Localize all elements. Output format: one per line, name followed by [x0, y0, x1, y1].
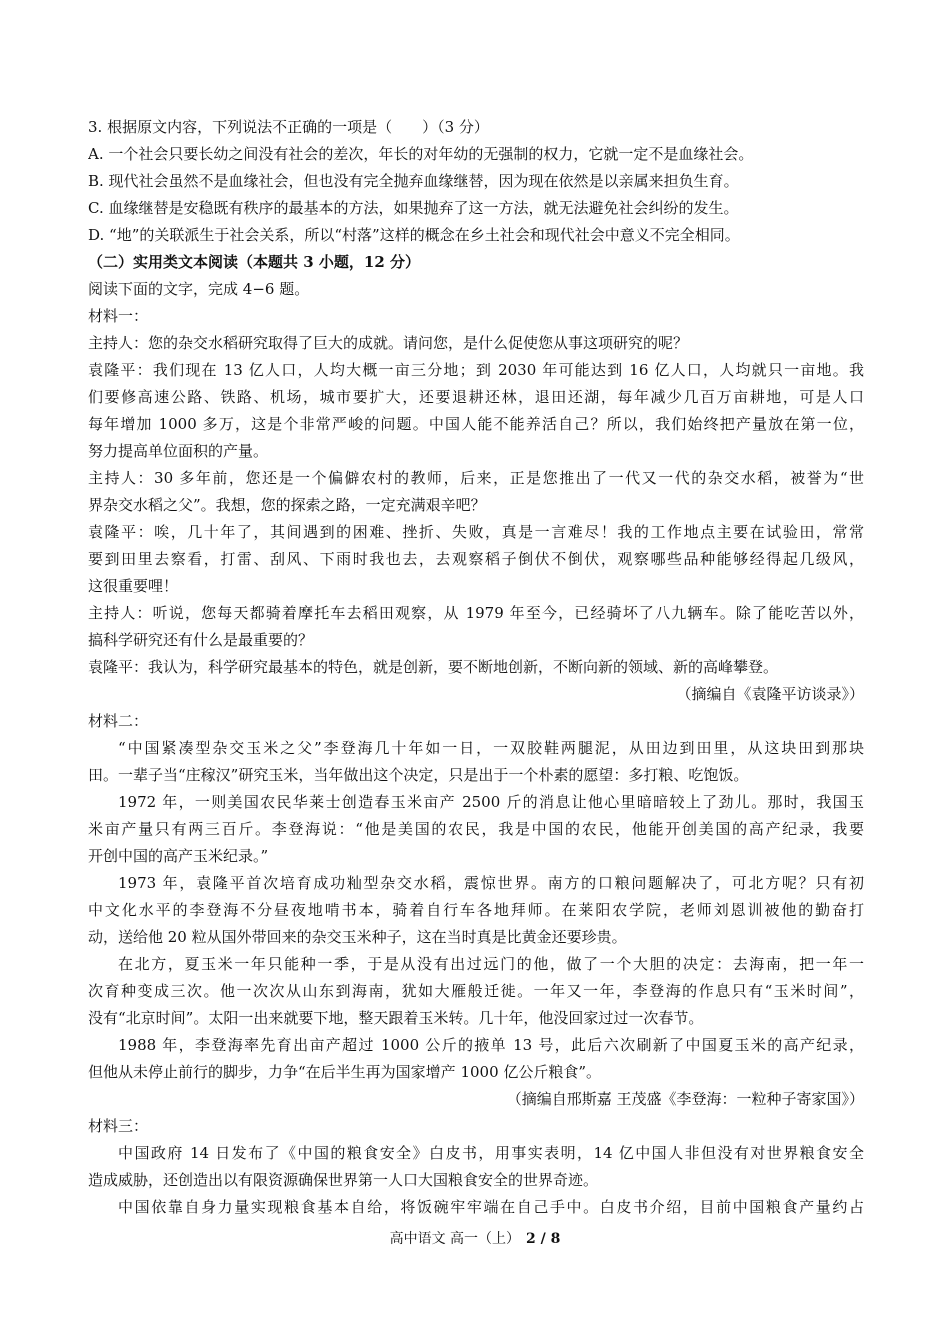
- material-1-line: 袁隆平：我们现在 13 亿人口，人均大概一亩三分地；到 2030 年可能达到 16 亿人口，人均就只一亩地。我: [88, 361, 864, 379]
- material-2-line: 但他从未停止前行的脚步，力争“在后半生再为国家增产 1000 亿公斤粮食”。: [88, 1063, 602, 1081]
- material-1-line: 每年增加 1000 多万，这是个非常严峻的问题。中国人能不能养活自己？所以，我们始终把产量放在第一位，: [88, 415, 864, 433]
- material-2-line: 动，送给他 20 粒从国外带回来的杂交玉米种子，这在当时真是比黄金还要珍贵。: [88, 928, 627, 946]
- material-1-line: 主持人：听说，您每天都骑着摩托车去稻田观察，从 1979 年至今，已经骑坏了八九辆车。除了能吃苦以外，: [88, 604, 864, 622]
- footer-page-number: 2 / 8: [526, 1231, 561, 1247]
- material-2-line: 没有“北京时间”。太阳一出来就要下地，整天跟着玉米转。几十年，他没回家过过一次春节。: [88, 1009, 704, 1027]
- material-2-line: 田。一辈子当“庄稼汉”研究玉米，当年做出这个决定，只是出于一个朴素的愿望：多打粮、吃饱饭。: [88, 766, 749, 784]
- material-2-line: 在北方，夏玉米一年只能种一季，于是从没有出过远门的他，做了一个大胆的决定：去海南，把一年一: [118, 955, 864, 973]
- material-1-line: 主持人：30 多年前，您还是一个偏僻农村的教师，后来，正是您推出了一代又一代的杂交水稻，被誉为“世: [88, 469, 864, 487]
- material-1-line: 们要修高速公路、铁路、机场，城市要扩大，还要退耕还林，退田还湖，每年减少几百万亩耕地，可是人口: [88, 388, 864, 406]
- material-1-line: 这很重要哩！: [88, 577, 179, 595]
- material-2-line: 1972 年，一则美国农民华莱士创造春玉米亩产 2500 斤的消息让他心里暗暗较上了劲儿。那时，我国玉: [118, 793, 864, 811]
- material-2-line: 次育种变成三次。他一次次从山东到海南，犹如大雁般迁徙。一年又一年，李登海的作息只有“玉米时间”，: [88, 982, 864, 1000]
- material-2-line: “中国紧凑型杂交玉米之父”李登海几十年如一日，一双胶鞋两腿泥，从田边到田里，从这块田到那块: [118, 739, 864, 757]
- material-3-label: 材料三：: [88, 1117, 149, 1135]
- question-3-option-a: A. 一个社会只要长幼之间没有社会的差次，年长的对年幼的无强制的权力，它就一定不是血缘社会。: [88, 145, 754, 163]
- page-footer: [0, 1228, 950, 1250]
- material-2-line: 米亩产量只有两三百斤。李登海说：“他是美国的农民，我是中国的农民，他能开创美国的高产纪录，我要: [88, 820, 864, 838]
- material-1-line: 主持人：您的杂交水稻研究取得了巨大的成就。请问您，是什么促使您从事这项研究的呢？: [88, 334, 689, 352]
- material-2-line: 1988 年，李登海率先育出亩产超过 1000 公斤的掖单 13 号，此后六次刷新了中国夏玉米的高产纪录，: [118, 1036, 864, 1054]
- material-1-line: 袁隆平：唉，几十年了，其间遇到的困难、挫折、失败，真是一言难尽！我的工作地点主要在试验田，常常: [88, 523, 864, 541]
- question-3-option-d: D. “地”的关联派生于社会关系，所以“村落”这样的概念在乡土社会和现代社会中意义不完全相同。: [88, 226, 740, 244]
- material-2-source: （摘编自邢斯嘉 王茂盛《李登海：一粒种子寄家国》）: [506, 1090, 864, 1108]
- question-3-stem: 3. 根据原文内容，下列说法不正确的一项是（ ）（3 分）: [88, 118, 489, 136]
- material-2-line: 中文化水平的李登海不分昼夜地啃书本，骑着自行车各地拜师。在莱阳农学院，老师刘恩训被他的勤奋打: [88, 901, 864, 919]
- section-2-instruction: 阅读下面的文字，完成 4−6 题。: [88, 280, 310, 298]
- material-2-line: 开创中国的高产玉米纪录。”: [88, 847, 269, 865]
- question-3-option-b: B. 现代社会虽然不是血缘社会，但也没有完全抛弃血缘继替，因为现在依然是以亲属来担负生育。: [88, 172, 739, 190]
- material-1-line: 要到田里去察看，打雷、刮风、下雨时我也去，去观察稻子倒伏不倒伏，观察哪些品种能够经得起几级风，: [88, 550, 864, 568]
- material-2-line: 1973 年，袁隆平首次培育成功籼型杂交水稻，震惊世界。南方的口粮问题解决了，可北方呢？只有初: [118, 874, 864, 892]
- material-1-source: （摘编自《袁隆平访谈录》）: [676, 685, 864, 703]
- material-1-label: 材料一：: [88, 307, 149, 325]
- material-1-line: 搞科学研究还有什么是最重要的？: [88, 631, 314, 649]
- material-3-line: 中国依靠自身力量实现粮食基本自给，将饭碗牢牢端在自己手中。白皮书介绍，目前中国粮食产量约占: [118, 1198, 864, 1216]
- footer-subject: 高中语文 高一（上）: [389, 1231, 521, 1247]
- material-3-line: 中国政府 14 日发布了《中国的粮食安全》白皮书，用事实表明，14 亿中国人非但没有对世界粮食安全: [118, 1144, 864, 1162]
- question-3-option-c: C. 血缘继替是安稳既有秩序的最基本的方法，如果抛弃了这一方法，就无法避免社会纠纷的发生。: [88, 199, 739, 217]
- material-1-line: 界杂交水稻之父”。我想，您的探索之路，一定充满艰辛吧？: [88, 496, 486, 514]
- material-2-label: 材料二：: [88, 712, 149, 730]
- section-2-heading: （二）实用类文本阅读（本题共 3 小题，12 分）: [88, 253, 420, 271]
- material-1-line: 袁隆平：我认为，科学研究最基本的特色，就是创新，要不断地创新，不断向新的领域、新的高峰攀登。: [88, 658, 779, 676]
- material-1-line: 努力提高单位面积的产量。: [88, 442, 269, 460]
- material-3-line: 造成威胁，还创造出以有限资源确保世界第一人口大国粮食安全的世界奇迹。: [88, 1171, 599, 1189]
